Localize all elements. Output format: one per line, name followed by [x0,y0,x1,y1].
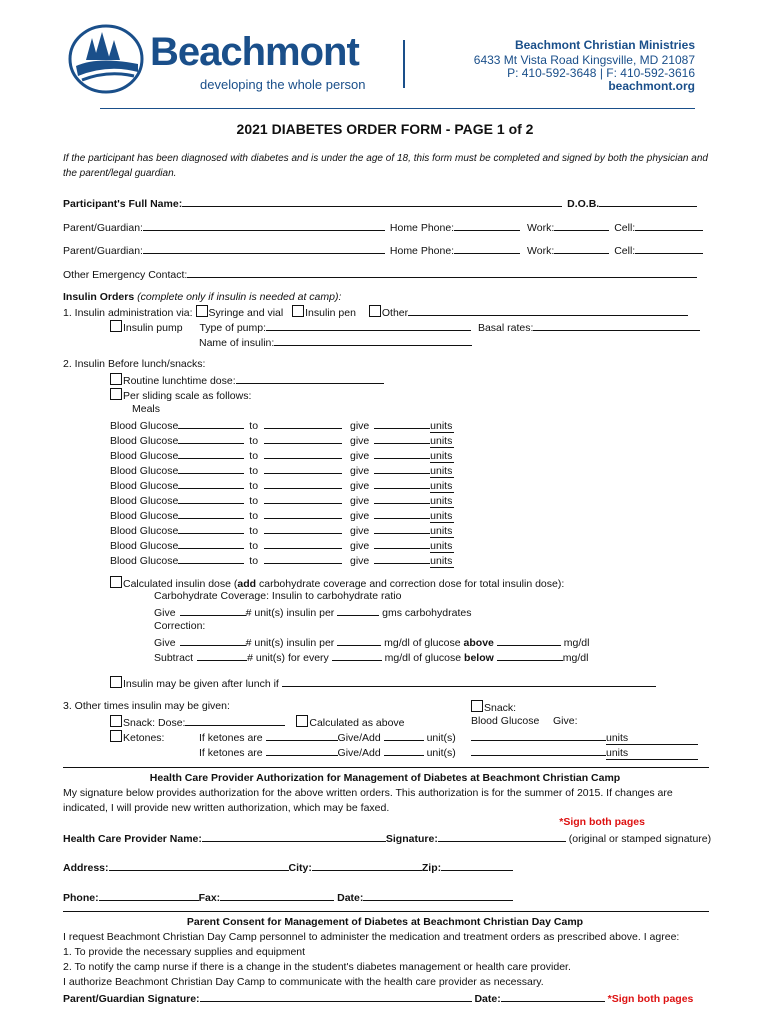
snack-dose-checkbox[interactable] [110,715,122,727]
give-word: Give [154,637,176,649]
bg-low-field[interactable] [178,508,244,519]
mgdl-glucose-label: mg/dl of glucose [384,652,462,664]
mgdl-glucose-label: mg/dl of glucose [384,637,461,649]
bg-row [110,418,454,433]
bg-label: Blood Glucose [110,465,179,477]
home-phone-field[interactable] [454,220,520,231]
sliding-checkbox[interactable] [110,388,122,400]
other-field[interactable] [408,305,688,316]
participant-name-field[interactable] [182,196,562,207]
to-label: to [249,540,259,552]
brand-name: Beachmont [150,30,359,74]
bg-row [110,433,454,448]
sign-both-note-2: *Sign both pages [607,993,694,1005]
snack-bg-field[interactable] [471,745,606,756]
after-lunch-row [110,676,656,690]
ketones-label: Ketones: [123,732,165,744]
give-label: give [349,510,370,522]
subtract-row [154,650,588,664]
bg-low-field[interactable] [178,523,244,534]
give-units-field[interactable] [374,508,430,519]
dob-label: D.O.B. [567,198,600,210]
insulin-orders-label: Insulin Orders [63,291,135,303]
units-corr-label: # unit(s) insulin per [245,637,335,649]
give-units-field[interactable] [374,448,430,459]
header-rule [100,108,695,109]
bg-low-field[interactable] [178,418,244,429]
give-label: give [349,480,370,492]
participant-row [63,196,697,210]
after-lunch-field[interactable] [282,676,656,687]
snack-dose-label: Snack: Dose: [123,717,186,729]
give-units-field[interactable] [374,538,430,549]
guardian-label: Parent/Guardian: [63,245,143,257]
units-label: units [606,732,698,745]
home-phone-field[interactable] [454,243,520,254]
correction-label: Correction: [154,620,206,632]
guardian-label: Parent/Guardian: [63,222,143,234]
bg-high-field[interactable] [264,538,342,549]
work-phone-field[interactable] [554,220,609,231]
org-address: 6433 Mt Vista Road Kingsville, MD 21087 [473,53,695,67]
bg-high-field[interactable] [264,463,342,474]
guardian-row-1 [63,220,703,234]
bg-label: Blood Glucose [110,420,179,432]
other-checkbox[interactable] [369,305,381,317]
hcp-name-field[interactable] [202,831,386,842]
brand-tagline: developing the whole person [200,77,366,92]
basal-field[interactable] [533,320,700,331]
ketones-row [110,730,164,744]
give-label: give [349,540,370,552]
bg-high-field[interactable] [264,478,342,489]
header-divider [403,40,405,88]
basal-label: Basal rates: [477,322,534,334]
snack-line-1 [471,730,698,745]
bg-high-field[interactable] [264,553,342,564]
sliding-row [110,388,251,402]
give-units-field[interactable] [374,433,430,444]
give-units-field[interactable] [374,523,430,534]
snack-checkbox[interactable] [471,700,483,712]
gms-label: gms carbohydrates [382,607,472,619]
parent-signature-field[interactable] [200,991,472,1002]
units-s-label: unit(s) [426,732,456,744]
hcp-text-2: indicated, I will provide new written authorization, which may be faxed. [63,802,390,814]
hcp-date-field[interactable] [363,890,513,901]
snack-give-label: Give: [553,715,578,727]
give-label: give [349,525,370,537]
hcp-text-1: My signature below provides authorization for the above written orders. This authorization is for the summer of 2015. If changes are [63,787,673,799]
bg-high-field[interactable] [264,523,342,534]
carb-units-field[interactable] [180,605,246,616]
insulin-orders-note: (complete only if insulin is needed at camp): [137,291,342,303]
snack-bg-field[interactable] [471,730,606,741]
bg-low-field[interactable] [178,538,244,549]
units-label: units [430,540,453,552]
bg-row [110,478,454,493]
bg-label: Blood Glucose [110,555,179,567]
mgdl-label: mg/dl [563,637,590,649]
ketones-line-1 [199,730,456,744]
carb-label: Carbohydrate Coverage: Insulin to carbohydrate ratio [154,590,402,602]
give-units-field[interactable] [374,463,430,474]
work-label: Work: [527,245,555,257]
address-label: Address: [63,862,109,874]
cell-label: Cell: [614,222,636,234]
pen-checkbox[interactable] [292,305,304,317]
pump-label: Insulin pump [123,322,183,334]
parent-text-4: I authorize Beachmont Christian Day Camp to communicate with the health care provider as necessary. [63,976,544,988]
parent-heading: Parent Consent for Management of Diabetes at Beachmont Christian Day Camp [186,916,584,928]
guardian-name-field[interactable] [143,220,385,231]
units-s-label: unit(s) [426,747,456,759]
give-word: Give [154,607,176,619]
parent-date-field[interactable] [501,991,605,1002]
mgdl-label: mg/dl [562,652,589,664]
guardian-row-2 [63,243,703,257]
bg-low-field[interactable] [178,448,244,459]
pen-label: Insulin pen [305,307,356,319]
hcp-name-label: Health Care Provider Name: [63,833,202,845]
work-label: Work: [527,222,555,234]
sub-units-field[interactable] [197,650,247,661]
calc-above-label: Calculated as above [309,717,405,729]
bg-low-field[interactable] [178,493,244,504]
bg-label: Blood Glucose [110,510,179,522]
units-label: units [430,555,453,567]
below-field[interactable] [497,650,563,661]
parent-text-1: I request Beachmont Christian Day Camp personnel to administer the medication and treatment orders as prescribed above. I agree: [63,931,680,943]
participant-label: Participant's Full Name: [63,198,183,210]
bg-high-field[interactable] [264,508,342,519]
snack-label: Snack: [484,702,517,714]
above-field[interactable] [497,635,561,646]
address-row [63,860,513,874]
units-label: units [606,747,698,760]
work-phone-field[interactable] [554,243,609,254]
snack-bg-label: Blood Glucose [471,715,540,727]
syringe-label: Syringe and vial [208,307,284,319]
calc-add: add [237,578,257,590]
emergency-label: Other Emergency Contact: [63,269,188,281]
snack-col [471,700,516,714]
original-note: (original or stamped signature) [568,833,712,845]
to-label: to [249,465,259,477]
ketones-level-field[interactable] [266,745,338,756]
bg-label: Blood Glucose [110,525,179,537]
ketones-are-label: If ketones are [199,732,263,744]
sub-mgdl-field[interactable] [332,650,382,661]
cell-phone-field[interactable] [635,243,703,254]
bg-label: Blood Glucose [110,480,179,492]
give-label: give [349,435,370,447]
bg-high-field[interactable] [264,448,342,459]
zip-field[interactable] [441,860,513,871]
give-units-field[interactable] [374,478,430,489]
other-times-label: 3. Other times insulin may be given: [63,700,230,712]
give-add-label: Give/Add [337,732,381,744]
bg-label: Blood Glucose [110,540,179,552]
calc-row [110,576,564,590]
units-label: units [430,525,453,537]
give-units-field[interactable] [374,553,430,564]
signature-label: Signature: [385,833,438,845]
date-label: Date: [337,892,364,904]
to-label: to [249,555,259,567]
zip-label: Zip: [421,862,442,874]
parent-sig-label: Parent/Guardian Signature: [63,993,200,1005]
snack-dose-field[interactable] [185,715,285,726]
above-label: above [463,637,494,649]
subtract-label: Subtract [154,652,194,664]
sign-both-note: *Sign both pages [559,816,645,828]
carb-grams-field[interactable] [337,605,379,616]
phone-row [63,890,513,904]
pump-type-field[interactable] [266,320,471,331]
carb-give-row [154,605,471,619]
section-divider [63,911,709,912]
city-label: City: [288,862,312,874]
after-lunch-checkbox[interactable] [110,676,122,688]
correction-give-row [154,635,589,649]
snack-dose-row [110,715,405,729]
insulin-name-label: Name of insulin: [199,337,275,349]
bg-row [110,523,454,538]
ketones-units-field[interactable] [384,745,424,756]
hcp-heading: Health Care Provider Authorization for Management of Diabetes at Beachmont Christian Camp [149,772,621,784]
give-label: give [349,450,370,462]
hcp-signature-field[interactable] [438,831,566,842]
bg-high-field[interactable] [264,493,342,504]
insulin-orders-heading [63,291,341,303]
to-label: to [249,495,259,507]
home-phone-label: Home Phone: [389,222,455,234]
cell-label: Cell: [614,245,636,257]
units-label: units [430,510,453,522]
give-units-field[interactable] [374,493,430,504]
give-units-field[interactable] [374,418,430,429]
lunch-label: 2. Insulin Before lunch/snacks: [63,358,206,370]
below-label: below [464,652,494,664]
bg-row [110,463,454,478]
bg-low-field[interactable] [178,463,244,474]
ketones-checkbox[interactable] [110,730,122,742]
to-label: to [249,525,259,537]
pump-row [110,320,700,334]
corr-units-field[interactable] [180,635,246,646]
bg-label: Blood Glucose [110,435,179,447]
give-label: give [349,420,370,432]
corr-mgdl-field[interactable] [337,635,381,646]
to-label: to [249,450,259,462]
bg-label: Blood Glucose [110,495,179,507]
intro-text: If the participant has been diagnosed with diabetes and is under the age of 18, this form must be completed and signed by both the physician and the parent/legal guardian. [63,153,708,179]
bg-high-field[interactable] [264,433,342,444]
pump-checkbox[interactable] [110,320,122,332]
bg-row [110,553,454,568]
units-label: units [430,465,453,477]
units-every-label: # unit(s) for every [247,652,329,664]
org-name: Beachmont Christian Ministries [514,38,695,52]
routine-row [110,373,384,387]
pump-type-label: Type of pump: [199,322,267,334]
parent-text-3: 2. To notify the camp nurse if there is a change in the student's diabetes management or health care provider. [63,961,571,973]
hcp-name-row [63,831,711,845]
ketones-line-2 [199,745,456,759]
calc-checkbox[interactable] [110,576,122,588]
parent-sig-row [63,991,693,1005]
org-phones: P: 410-592-3648 | F: 410-592-3616 [507,66,695,80]
address-field[interactable] [109,860,289,871]
routine-checkbox[interactable] [110,373,122,385]
dob-field[interactable] [599,196,697,207]
insulin-name-field[interactable] [274,335,472,346]
units-label: units [430,420,453,432]
ketones-level-field[interactable] [266,730,338,741]
units-per-label: # unit(s) insulin per [245,607,335,619]
routine-field[interactable] [236,373,384,384]
calc-rest: carbohydrate coverage and correction dose for total insulin dose): [259,578,565,590]
routine-label: Routine lunchtime dose: [123,375,236,387]
give-label: give [349,465,370,477]
snack-line-2 [471,745,698,760]
bg-row [110,448,454,463]
to-label: to [249,435,259,447]
ketones-units-field[interactable] [384,730,424,741]
bg-row [110,493,454,508]
after-lunch-label: Insulin may be given after lunch if [123,678,279,690]
fax-label: Fax: [198,892,221,904]
beachmont-logo-icon [68,24,144,94]
to-label: to [249,420,259,432]
form-title: 2021 DIABETES ORDER FORM - PAGE 1 of 2 [236,121,534,137]
calc-above-checkbox[interactable] [296,715,308,727]
phone-label: Phone: [63,892,99,904]
bg-label: Blood Glucose [110,450,179,462]
parent-date-label: Date: [474,993,501,1005]
units-label: units [430,495,453,507]
fax-field[interactable] [220,890,334,901]
units-label: units [430,435,453,447]
phone-field[interactable] [99,890,199,901]
parent-text-2: 1. To provide the necessary supplies and equipment [63,946,306,958]
bg-low-field[interactable] [178,433,244,444]
city-field[interactable] [312,860,422,871]
insulin-name-row [199,335,472,349]
sliding-label: Per sliding scale as follows: [123,390,252,402]
units-label: units [430,450,453,462]
bg-low-field[interactable] [178,553,244,564]
other-label: Other [381,307,409,319]
admin-row [63,305,688,319]
give-label: give [349,555,370,567]
to-label: to [249,480,259,492]
units-label: units [430,480,453,492]
bg-row [110,508,454,523]
admin-label: 1. Insulin administration via: [63,307,193,319]
org-website: beachmont.org [608,79,695,93]
emergency-field[interactable] [187,267,697,278]
home-phone-label: Home Phone: [389,245,455,257]
give-label: give [349,495,370,507]
bg-low-field[interactable] [178,478,244,489]
guardian-name-field[interactable] [143,243,385,254]
to-label: to [249,510,259,522]
give-add-label: Give/Add [337,747,381,759]
cell-phone-field[interactable] [635,220,703,231]
meals-label: Meals [132,403,161,415]
bg-row [110,538,454,553]
emergency-row [63,267,697,281]
syringe-checkbox[interactable] [196,305,208,317]
section-divider [63,767,709,768]
calc-label: Calculated insulin dose ( [123,578,238,590]
ketones-are-label: If ketones are [199,747,263,759]
bg-high-field[interactable] [264,418,342,429]
